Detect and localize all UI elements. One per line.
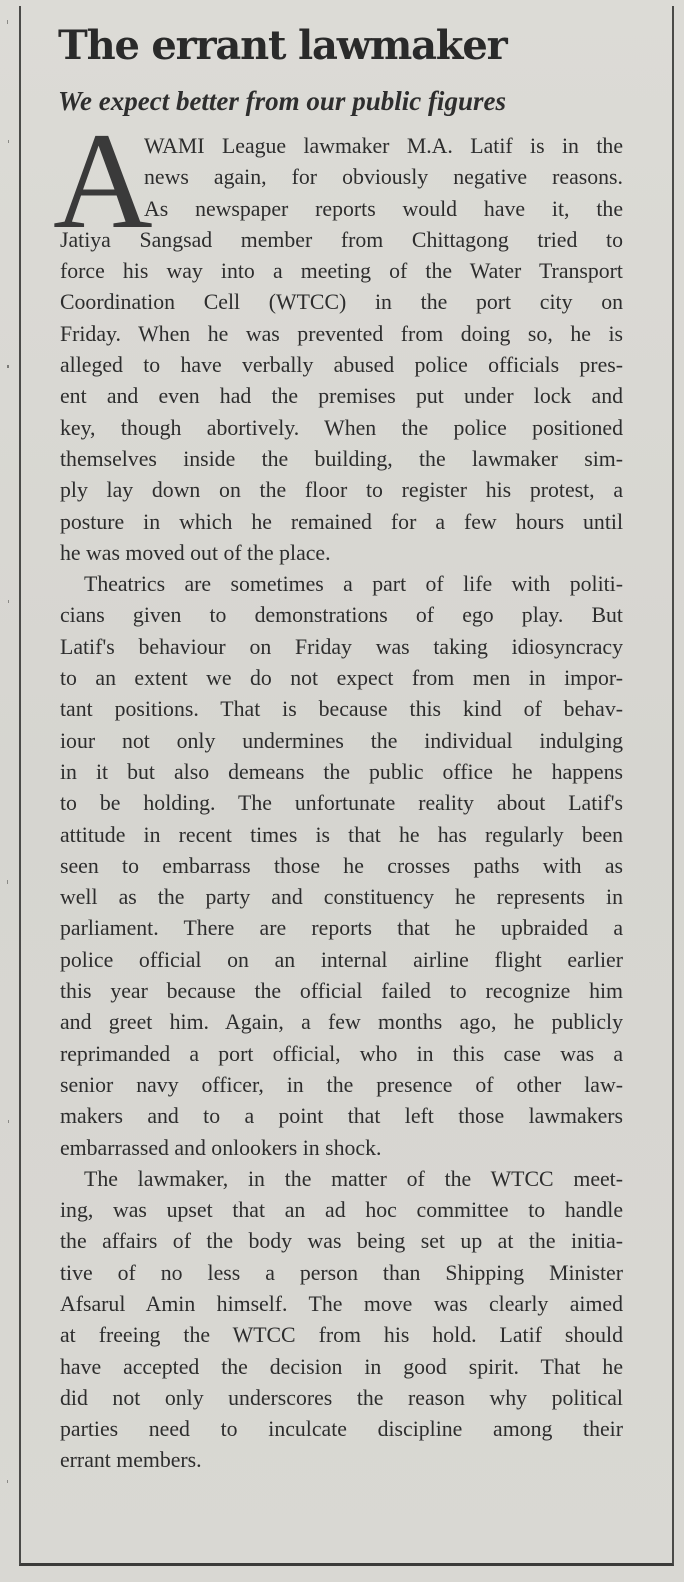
text-line: this year because the official failed to recognize him — [60, 979, 623, 1004]
text-line: embarrassed and onlookers in shock. — [60, 1135, 382, 1160]
text-line: senior navy officer, in the presence of other law- — [60, 1072, 623, 1097]
text-line: Coordination Cell (WTCC) in the port city on — [60, 290, 623, 315]
text-line: ing, was upset that an ad hoc committee to handle — [60, 1198, 623, 1223]
text-line: errant members. — [60, 1448, 202, 1473]
text-line: As newspaper reports would have it, the — [144, 196, 623, 221]
text-line: parliament. There are reports that he upbraided a — [60, 916, 623, 941]
subheadline: We expect better from our public figures — [58, 86, 506, 116]
text-line: and greet him. Again, a few months ago, he publicly — [60, 1010, 623, 1035]
text-line: have accepted the decision in good spirit. That he — [60, 1354, 623, 1379]
text-line: tant positions. That is because this kind of behav- — [60, 697, 623, 722]
text-line: Friday. When he was prevented from doing so, he is — [60, 321, 623, 346]
text-line: parties need to inculcate discipline among their — [60, 1417, 623, 1442]
drop-cap: A — [53, 104, 153, 257]
text-line: attitude in recent times is that he has regularly been — [60, 822, 623, 847]
text-line: the affairs of the body was being set up at the initia- — [60, 1229, 623, 1254]
text-line: to be holding. The unfortunate reality about Latif's — [60, 791, 623, 816]
text-line: reprimanded a port official, who in this case was a — [60, 1041, 623, 1066]
scan-edge-marks — [4, 0, 12, 1582]
text-line: The lawmaker, in the matter of the WTCC meet- — [84, 1166, 623, 1191]
article-body — [60, 131, 623, 1477]
text-line: ply lay down on the floor to register his protest, a — [60, 478, 623, 503]
text-line: alleged to have verbally abused police officials pres- — [60, 353, 623, 378]
text-line: ent and even had the premises put under lock and — [60, 384, 623, 409]
text-line: police official on an internal airline flight earlier — [60, 947, 623, 972]
text-line: makers and to a point that left those lawmakers — [60, 1104, 623, 1129]
text-line: well as the party and constituency he represents in — [60, 885, 623, 910]
text-line: themselves inside the building, the lawmaker sim- — [60, 446, 623, 471]
paragraph-1 — [60, 131, 623, 569]
paragraph-2 — [60, 569, 623, 1164]
text-line: posture in which he remained for a few hours until — [60, 509, 623, 534]
text-line: key, though abortively. When the police positioned — [60, 415, 623, 440]
text-line: WAMI League lawmaker M.A. Latif is in the — [144, 134, 623, 158]
text-line: he was moved out of the place. — [60, 540, 331, 565]
text-line: iour not only undermines the individual indulging — [60, 728, 623, 753]
text-line: cians given to demonstrations of ego play. But — [60, 603, 623, 628]
text-line: Latif's behaviour on Friday was taking idiosyncracy — [60, 634, 623, 659]
text-line: force his way into a meeting of the Water Transport — [60, 259, 623, 284]
text-line: tive of no less a person than Shipping Minister — [60, 1260, 623, 1285]
text-line: seen to embarrass those he crosses paths with as — [60, 853, 623, 878]
text-line: Theatrics are sometimes a part of life with politi- — [84, 572, 623, 597]
text-line: Jatiya Sangsad member from Chittagong tried to — [60, 227, 623, 252]
text-line: did not only underscores the reason why political — [60, 1385, 623, 1410]
text-line: at freeing the WTCC from his hold. Latif should — [60, 1323, 623, 1348]
text-line: news again, for obviously negative reasons. — [144, 165, 623, 190]
paragraph-3 — [60, 1164, 623, 1477]
text-line: Afsarul Amin himself. The move was clearly aimed — [60, 1291, 623, 1316]
headline: The errant lawmaker — [58, 22, 507, 69]
text-line: to an extent we do not expect from men in impor- — [60, 666, 623, 691]
text-line: in it but also demeans the public office he happens — [60, 759, 623, 784]
